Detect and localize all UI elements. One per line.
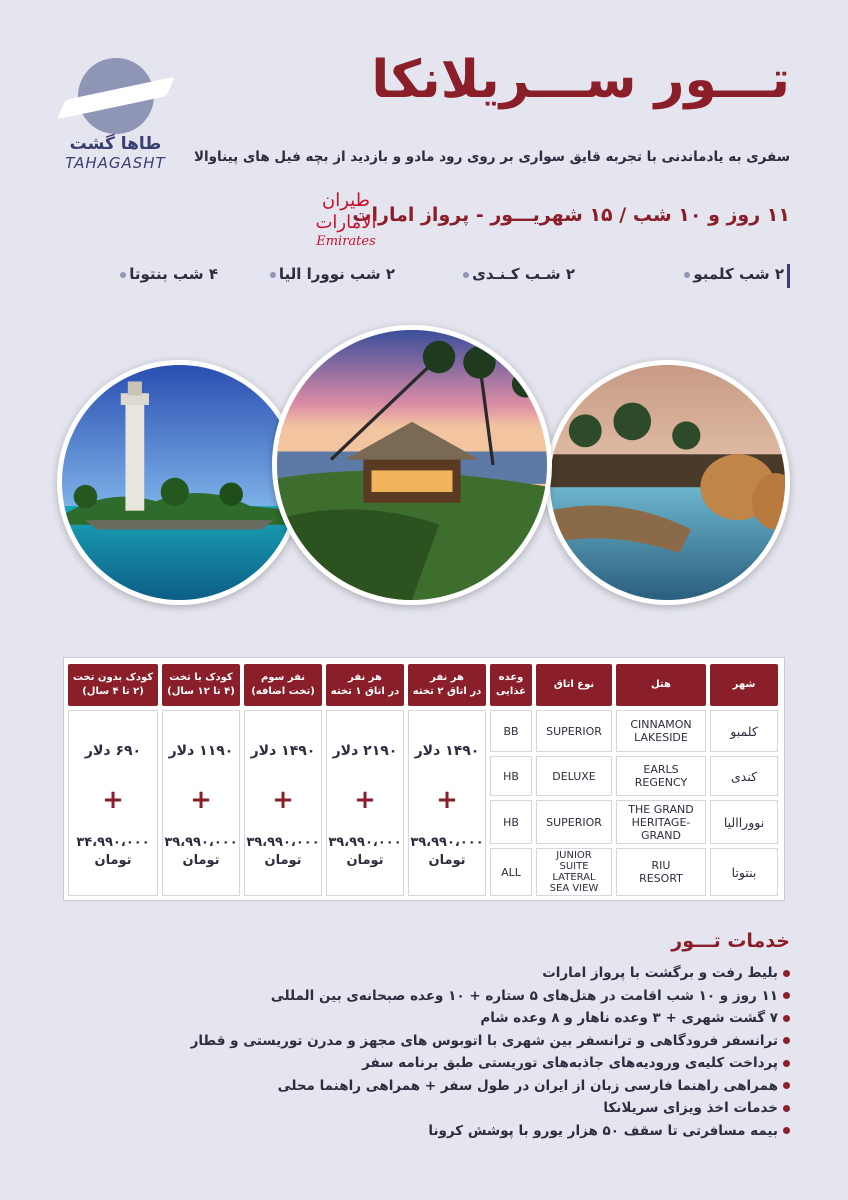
header-third: نفر سوم (تخت اضافه): [244, 664, 322, 706]
itinerary-stops: [90, 262, 790, 290]
table-cell-hotel: THE GRAND HERITAGE- GRAND: [616, 800, 706, 844]
services-title: خدمات تـــور: [671, 930, 790, 952]
table-cell-city: بنتوتا: [710, 848, 778, 896]
price-double: ۱۴۹۰ دلار + ۳۹،۹۹۰،۰۰۰ تومان: [408, 710, 486, 896]
table-cell-meal: HB: [490, 800, 532, 844]
tour-duration: ۱۱ روز و ۱۰ شب / ۱۵ شهریـــور - پرواز امارات: [352, 204, 790, 226]
price-single: ۲۱۹۰ دلار + ۳۹،۹۹۰،۰۰۰ تومان: [326, 710, 404, 896]
header-room: نوع اتاق: [536, 664, 612, 706]
list-item: خدمات اخذ ویزای سریلانکا: [70, 1097, 790, 1120]
table-cell-room: DELUXE: [536, 756, 612, 796]
stop-item: ۲ شب نوورا الیا: [270, 265, 395, 283]
header-meal: وعده غذایی: [490, 664, 532, 706]
table-cell-hotel: CINNAMON LAKESIDE: [616, 710, 706, 752]
list-item: همراهی راهنما فارسی زبان از ایران در طول سفر + همراهی راهنما محلی: [70, 1075, 790, 1098]
stop-item: ۲ شـب کـنـدی: [463, 265, 575, 283]
bullet-icon: [783, 1015, 790, 1022]
price-table: [63, 657, 785, 901]
emirates-logo-ar: طيران الامارات: [315, 190, 377, 233]
logo-mark-icon: [68, 58, 164, 128]
price-third: ۱۴۹۰ دلار + ۳۹،۹۹۰،۰۰۰ تومان: [244, 710, 322, 896]
list-item: ۱۱ روز و ۱۰ شب اقامت در هتل‌های ۵ ستاره + ۱۰ وعده صبحانه‌ی بین المللی: [70, 985, 790, 1008]
page-subtitle: سفری به یادماندنی با تجربه قایق سواری بر روی رود مادو و بازدید از بچه فیل های پیناوالا: [193, 149, 790, 165]
bullet-icon: [463, 272, 469, 278]
bullet-icon: [783, 1037, 790, 1044]
logo-text-en: TAHAGASHT: [65, 154, 166, 172]
table-cell-city: کندی: [710, 756, 778, 796]
table-cell-meal: HB: [490, 756, 532, 796]
table-cell-room: JUNIOR SUITE LATERAL SEA VIEW: [536, 848, 612, 896]
stop-item: ۴ شب بنتوتا: [120, 265, 218, 283]
table-cell-meal: ALL: [490, 848, 532, 896]
table-cell-room: SUPERIOR: [536, 800, 612, 844]
bullet-icon: [783, 1082, 790, 1089]
bullet-icon: [783, 1060, 790, 1067]
emirates-logo: [308, 190, 384, 249]
bullet-icon: [783, 992, 790, 999]
services-list: [70, 962, 790, 1142]
list-item: ترانسفر فرودگاهی و ترانسفر بین شهری با اتوبوس های مجهز و مدرن توریستی و قطار: [70, 1030, 790, 1053]
header-child-bed: کودک با تخت (۴ تا ۱۲ سال): [162, 664, 240, 706]
bullet-icon: [783, 1105, 790, 1112]
price-child-nobed: ۶۹۰ دلار + ۳۴،۹۹۰،۰۰۰ تومان: [68, 710, 158, 896]
bullet-icon: [684, 272, 690, 278]
emirates-logo-en: Emirates: [316, 234, 376, 249]
list-item: پرداخت کلیه‌ی ورودیه‌های جاذبه‌های توریستی طبق برنامه سفر: [70, 1052, 790, 1075]
header-city: شهر: [710, 664, 778, 706]
lighthouse-photo: [57, 360, 302, 605]
table-cell-city: نووراالیا: [710, 800, 778, 844]
bullet-icon: [783, 1127, 790, 1134]
price-child-bed: ۱۱۹۰ دلار + ۳۹،۹۹۰،۰۰۰ تومان: [162, 710, 240, 896]
stops-marker: [787, 264, 790, 288]
page-title: تـــور ســـریلانکا: [371, 50, 790, 110]
list-item: ۷ گشت شهری + ۳ وعده ناهار و ۸ وعده شام: [70, 1007, 790, 1030]
table-cell-hotel: RIU RESORT: [616, 848, 706, 896]
resort-photo: [545, 360, 790, 605]
header-single: هر نفر در اتاق ۱ تخته: [326, 664, 404, 706]
table-cell-room: SUPERIOR: [536, 710, 612, 752]
bullet-icon: [783, 970, 790, 977]
logo: [58, 58, 173, 172]
bullet-icon: [120, 272, 126, 278]
stop-item: ۲ شب کلمبو: [684, 265, 784, 283]
list-item: بیمه مسافرتی تا سقف ۵۰ هزار یورو با پوشش کرونا: [70, 1120, 790, 1143]
header-hotel: هتل: [616, 664, 706, 706]
header-double: هر نفر در اتاق ۲ تخته: [408, 664, 486, 706]
logo-text-fa: طاها گشت: [69, 134, 162, 154]
list-item: بلیط رفت و برگشت با پرواز امارات: [70, 962, 790, 985]
pavilion-photo: [272, 325, 552, 605]
header-child-nobed: کودک بدون تخت (۲ تا ۴ سال): [68, 664, 158, 706]
table-cell-hotel: EARLS REGENCY: [616, 756, 706, 796]
table-cell-meal: BB: [490, 710, 532, 752]
bullet-icon: [270, 272, 276, 278]
table-cell-city: کلمبو: [710, 710, 778, 752]
